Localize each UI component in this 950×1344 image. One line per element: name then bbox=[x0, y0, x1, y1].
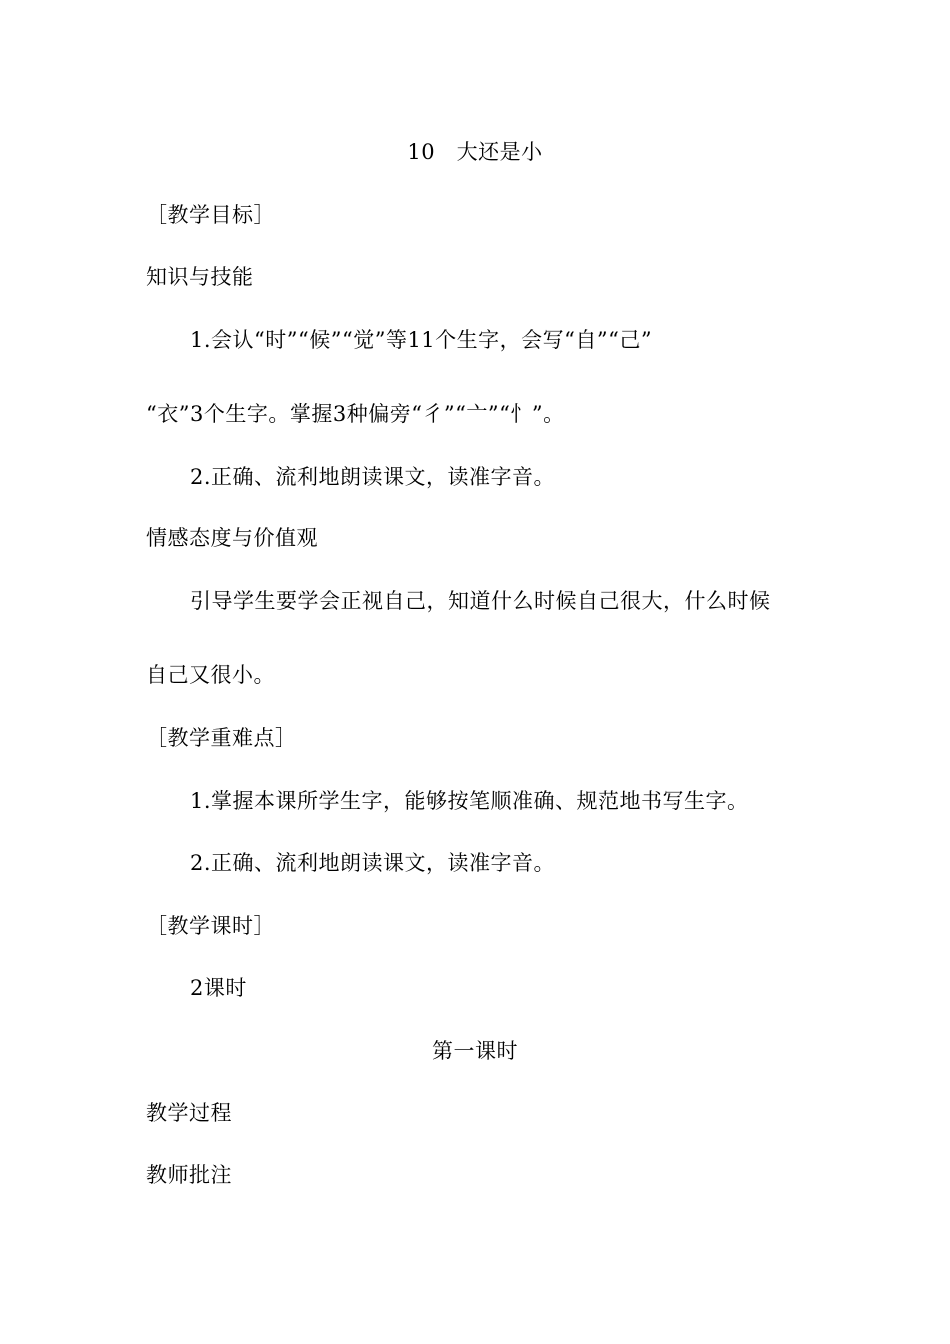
periods-value: 2课时 bbox=[190, 976, 247, 1000]
emotion-line1: 引导学生要学会正视自己，知道什么时候自己很大，什么时候 bbox=[190, 589, 771, 613]
key-point-1: 1.掌握本课所学生字，能够按笔顺准确、规范地书写生字。 bbox=[190, 789, 749, 813]
page-title: 10 大还是小 bbox=[407, 140, 543, 164]
emotion-heading: 情感态度与价值观 bbox=[146, 526, 318, 550]
emotion-line2: 自己又很小。 bbox=[146, 663, 275, 687]
objectives-heading: ［教学目标］ bbox=[146, 203, 275, 227]
objective-1-line1: 1.会认“时”“候”“觉”等11个生字，会写“自”“己” bbox=[190, 328, 653, 352]
key-point-2: 2.正确、流利地朗读课文，读准字音。 bbox=[190, 851, 556, 875]
objective-2: 2.正确、流利地朗读课文，读准字音。 bbox=[190, 465, 556, 489]
process-heading: 教学过程 bbox=[146, 1101, 232, 1125]
objective-1-line2: “衣”3个生字。掌握3种偏旁“彳”“亠”“忄”。 bbox=[146, 402, 565, 426]
periods-heading: ［教学课时］ bbox=[146, 914, 275, 938]
teacher-notes-heading: 教师批注 bbox=[146, 1163, 232, 1187]
first-period-title: 第一课时 bbox=[432, 1039, 518, 1063]
knowledge-heading: 知识与技能 bbox=[146, 265, 254, 289]
key-points-heading: ［教学重难点］ bbox=[146, 726, 297, 750]
